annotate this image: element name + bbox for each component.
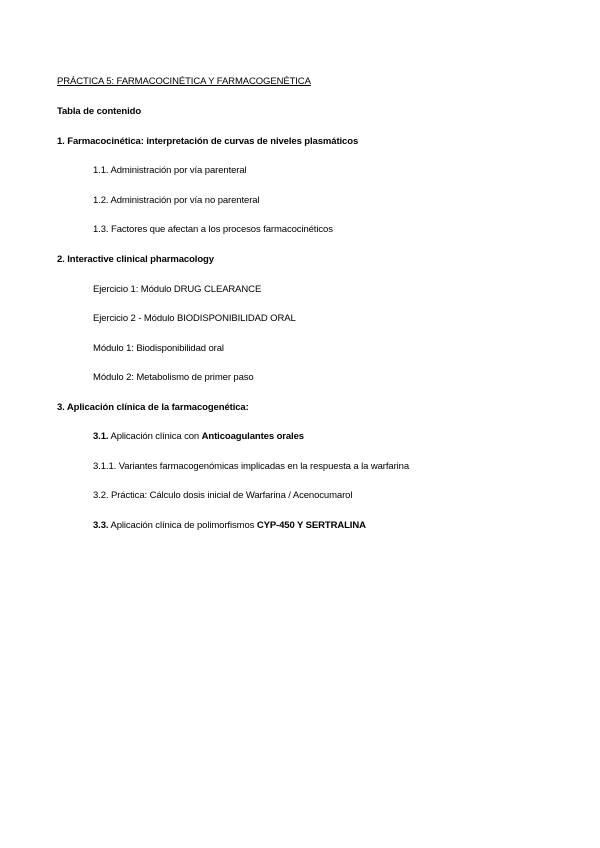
toc-section-2-heading: 2. Interactive clinical pharmacology: [57, 254, 214, 265]
toc-item-3-1-text: Aplicación clínica con: [108, 431, 202, 442]
document-title: PRÁCTICA 5: FARMACOCINÉTICA Y FARMACOGENÉTICA: [57, 76, 311, 87]
toc-item-3-3-number: 3.3.: [93, 520, 109, 531]
toc-item-3-3-text: Aplicación clínica de polimorfismos: [108, 520, 257, 531]
toc-item-3-1: [93, 431, 304, 443]
toc-item-3-2: 3.2. Práctica: Cálculo dosis inicial de Warfarina / Acenocumarol: [93, 490, 353, 501]
toc-item-3-1-bold: Anticoagulantes orales: [201, 431, 304, 442]
toc-item-1-3: 1.3. Factores que afectan a los procesos farmacocinéticos: [93, 224, 333, 235]
toc-section-1-heading: 1. Farmacocinética: interpretación de curvas de niveles plasmáticos: [57, 136, 359, 147]
toc-section-3-title: Aplicación clínica de la farmacogenética:: [64, 402, 249, 413]
toc-item-2-ej2: Ejercicio 2 - Módulo BIODISPONIBILIDAD ORAL: [93, 313, 296, 324]
toc-item-2-mod2: Módulo 2: Metabolismo de primer paso: [93, 372, 254, 383]
toc-item-1-2: 1.2. Administración por vía no parenteral: [93, 195, 260, 206]
toc-item-1-1: 1.1. Administración por vía parenteral: [93, 165, 247, 176]
toc-section-3-number: 3.: [57, 402, 65, 413]
toc-item-3-3: [93, 520, 366, 532]
toc-item-2-ej1: Ejercicio 1: Módulo DRUG CLEARANCE: [93, 284, 262, 295]
toc-item-3-3-bold: CYP-450 Y SERTRALINA: [256, 520, 366, 531]
toc-item-3-1-number: 3.1.: [93, 431, 109, 442]
toc-heading: Tabla de contenido: [57, 106, 142, 117]
toc-section-3-heading: [57, 402, 249, 414]
toc-item-2-mod1: Módulo 1: Biodisponibilidad oral: [93, 343, 224, 354]
toc-item-3-1-1: 3.1.1. Variantes farmacogenómicas implicadas en la respuesta a la warfarina: [93, 461, 410, 472]
